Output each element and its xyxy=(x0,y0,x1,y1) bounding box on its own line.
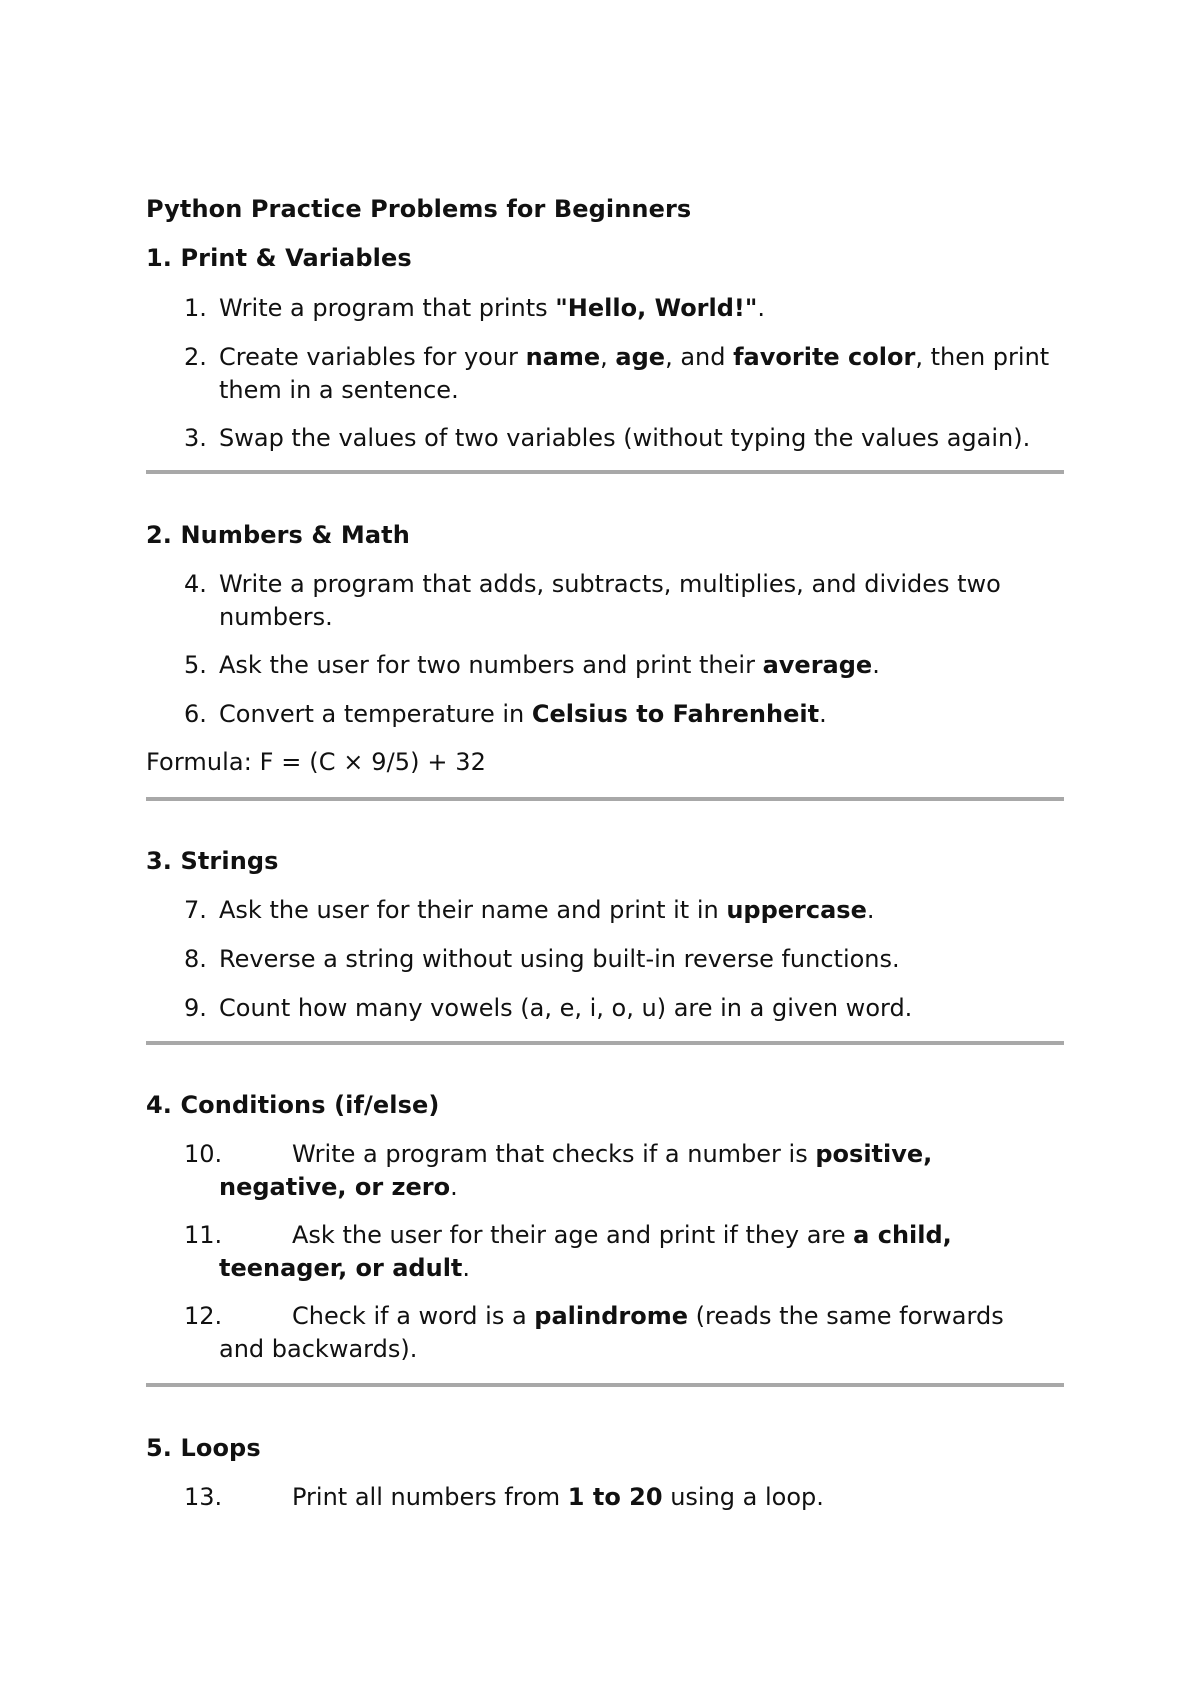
item-number: 1. xyxy=(184,294,207,322)
section-heading-5: 5. Loops xyxy=(146,1434,261,1462)
item-text-continued: negative, or zero. xyxy=(219,1173,458,1201)
item-number: 5. xyxy=(184,651,207,679)
horizontal-divider xyxy=(146,1383,1064,1387)
item-text-continued: and backwards). xyxy=(219,1335,418,1363)
item-number: 6. xyxy=(184,700,207,728)
item-text: Write a program that prints "Hello, World!". xyxy=(219,294,766,322)
section-heading-3: 3. Strings xyxy=(146,847,279,875)
item-text: Ask the user for their age and print if they are a child, xyxy=(292,1221,952,1249)
item-number: 12. xyxy=(184,1302,223,1330)
item-number: 11. xyxy=(184,1221,223,1249)
item-text-continued: teenager, or adult. xyxy=(219,1254,471,1282)
item-text: Write a program that checks if a number is positive, xyxy=(292,1140,933,1168)
item-number: 7. xyxy=(184,896,207,924)
item-number: 8. xyxy=(184,945,207,973)
item-number: 2. xyxy=(184,343,207,371)
item-text-continued: numbers. xyxy=(219,603,333,631)
item-text: Convert a temperature in Celsius to Fahrenheit. xyxy=(219,700,827,728)
item-text: Ask the user for two numbers and print their average. xyxy=(219,651,880,679)
horizontal-divider xyxy=(146,797,1064,801)
item-number: 10. xyxy=(184,1140,223,1168)
formula-text: Formula: F = (C × 9/5) + 32 xyxy=(146,748,487,776)
item-text-continued: them in a sentence. xyxy=(219,376,459,404)
horizontal-divider xyxy=(146,1041,1064,1045)
item-text: Swap the values of two variables (without typing the values again). xyxy=(219,424,1031,452)
document-title: Python Practice Problems for Beginners xyxy=(146,195,692,223)
item-number: 9. xyxy=(184,994,207,1022)
item-text: Write a program that adds, subtracts, multiplies, and divides two xyxy=(219,570,1001,598)
horizontal-divider xyxy=(146,470,1064,474)
item-text: Reverse a string without using built-in reverse functions. xyxy=(219,945,900,973)
section-heading-2: 2. Numbers & Math xyxy=(146,521,410,549)
item-text: Ask the user for their name and print it in uppercase. xyxy=(219,896,875,924)
item-number: 13. xyxy=(184,1483,223,1511)
section-heading-1: 1. Print & Variables xyxy=(146,244,412,272)
section-heading-4: 4. Conditions (if/else) xyxy=(146,1091,440,1119)
item-text: Print all numbers from 1 to 20 using a loop. xyxy=(292,1483,824,1511)
item-text: Count how many vowels (a, e, i, o, u) are in a given word. xyxy=(219,994,913,1022)
item-number: 4. xyxy=(184,570,207,598)
item-text: Create variables for your name, age, and favorite color, then print xyxy=(219,343,1050,371)
item-number: 3. xyxy=(184,424,207,452)
item-text: Check if a word is a palindrome (reads the same forwards xyxy=(292,1302,1004,1330)
